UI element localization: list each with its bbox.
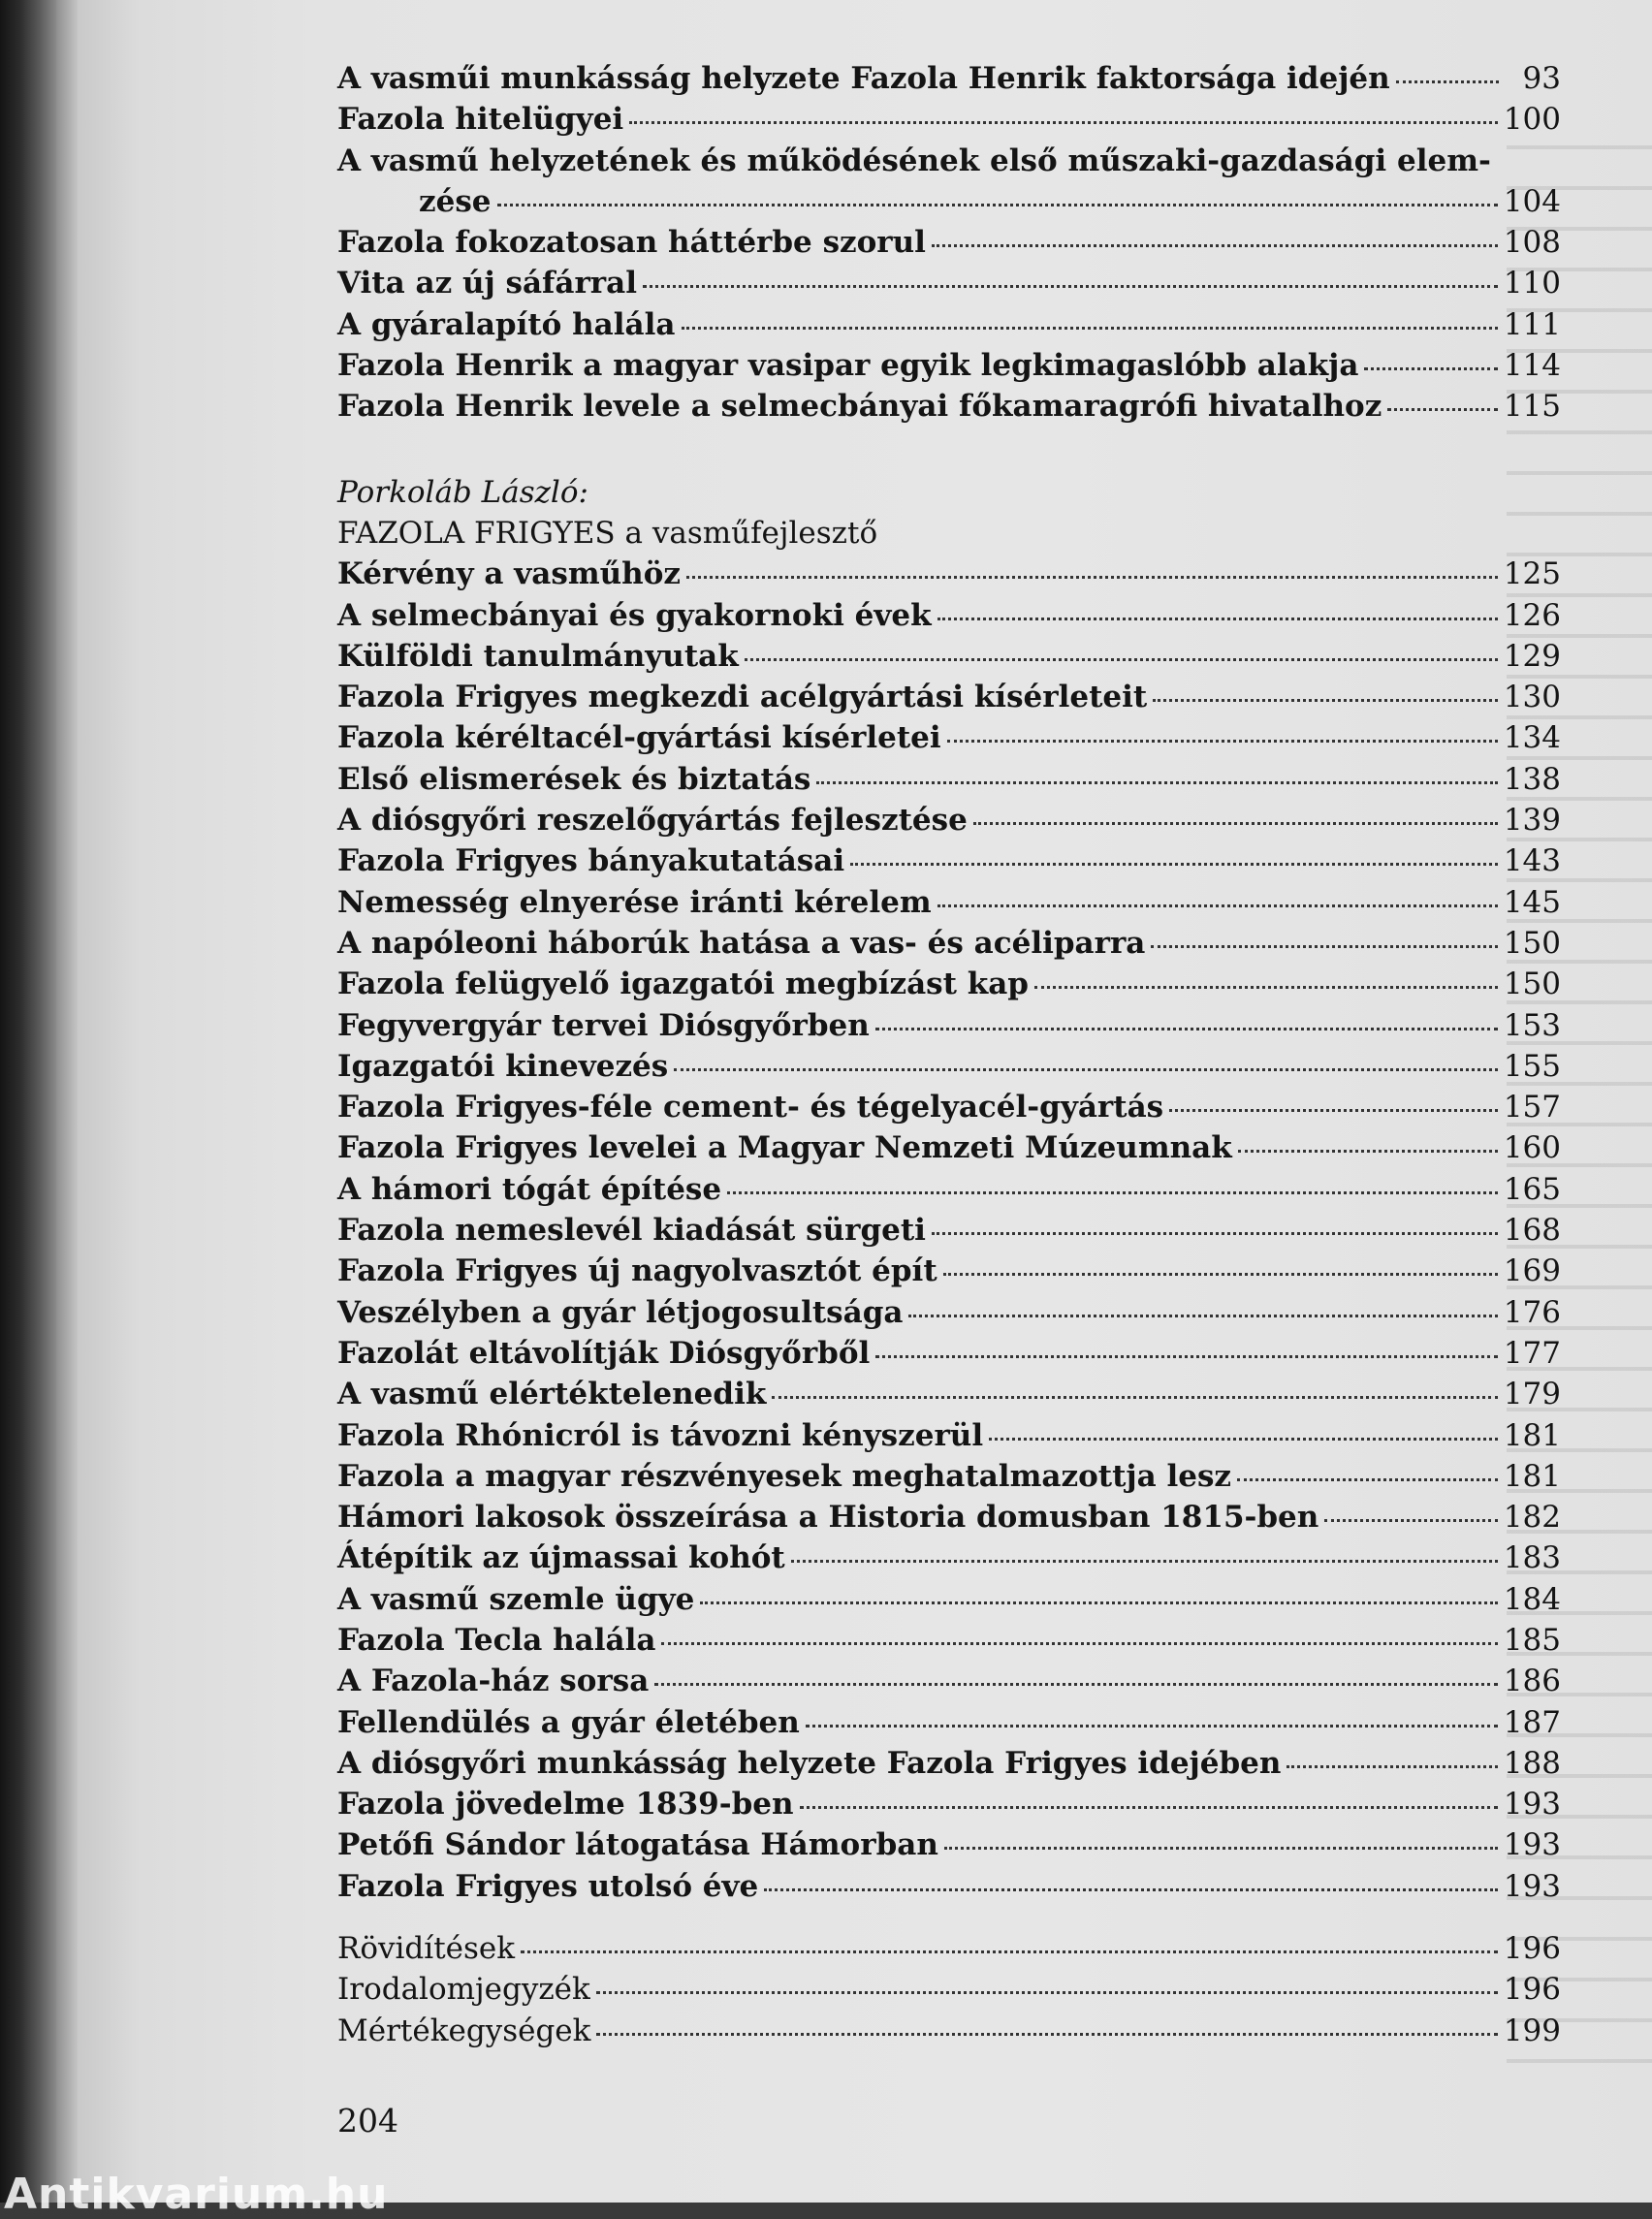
dot-leader bbox=[700, 1601, 1497, 1604]
toc-entry-title: A vasműi munkásság helyzete Fazola Henrik faktorsága idején bbox=[337, 61, 1390, 96]
dot-leader bbox=[816, 781, 1497, 784]
toc-entry-page: 150 bbox=[1503, 967, 1561, 1002]
toc-entry bbox=[337, 1620, 1561, 1661]
toc-entry bbox=[337, 1251, 1561, 1291]
toc-entry-page: 126 bbox=[1503, 597, 1561, 633]
toc-entry-page: 188 bbox=[1503, 1745, 1561, 1781]
dot-leader bbox=[727, 1191, 1498, 1194]
toc-entry-title: Fazola hitelügyei bbox=[337, 102, 624, 138]
dot-leader bbox=[973, 822, 1498, 825]
toc-entry-title: zése bbox=[419, 183, 492, 219]
dot-leader bbox=[686, 576, 1498, 579]
toc-entry bbox=[337, 263, 1561, 303]
toc-entry-page: 179 bbox=[1503, 1377, 1561, 1412]
author-name: Porkoláb László: bbox=[337, 474, 588, 510]
toc-entry bbox=[337, 923, 1561, 964]
toc-entry-title: Irodalomjegyzék bbox=[337, 1972, 590, 2008]
toc-entry-title: Kérvény a vasműhöz bbox=[337, 556, 681, 592]
toc-entry-page: 182 bbox=[1503, 1500, 1561, 1536]
dot-leader bbox=[1364, 367, 1497, 370]
toc-entry bbox=[337, 1969, 1561, 2010]
dot-leader bbox=[661, 1642, 1497, 1645]
dot-leader bbox=[745, 658, 1498, 661]
dot-leader bbox=[674, 1068, 1498, 1071]
toc-entry-page: 145 bbox=[1503, 884, 1561, 920]
dot-leader bbox=[1387, 408, 1498, 411]
page-number: 204 bbox=[337, 2102, 398, 2140]
toc-entry bbox=[337, 1866, 1561, 1907]
toc-entry-page: 193 bbox=[1503, 1868, 1561, 1904]
dot-leader bbox=[1324, 1519, 1498, 1522]
toc-entry-page: 115 bbox=[1503, 389, 1561, 425]
dot-leader bbox=[772, 1396, 1497, 1399]
toc-entry-title: Fazola Henrik a magyar vasipar egyik legkimagaslóbb alakja bbox=[337, 348, 1359, 384]
toc-entry-title: Fazola Rhónicról is távozni kényszerül bbox=[337, 1417, 984, 1453]
toc-section-1 bbox=[337, 58, 1561, 428]
table-of-contents bbox=[337, 58, 1561, 2051]
book-binding bbox=[0, 0, 56, 2203]
toc-entry-page: 196 bbox=[1503, 1972, 1561, 2008]
toc-entry-page: 111 bbox=[1503, 306, 1561, 342]
toc-entry-page: 125 bbox=[1503, 556, 1561, 592]
toc-entry bbox=[337, 554, 1561, 594]
toc-entry-page: 183 bbox=[1503, 1540, 1561, 1576]
toc-appendix bbox=[337, 1928, 1561, 2051]
toc-entry-title: Fazola nemeslevél kiadását sürgeti bbox=[337, 1213, 926, 1249]
dot-leader bbox=[1034, 986, 1498, 989]
toc-entry-page: 150 bbox=[1503, 925, 1561, 961]
toc-entry-title: A diósgyőri munkásság helyzete Fazola Frigyes idejében bbox=[337, 1745, 1282, 1781]
dot-leader bbox=[682, 327, 1498, 330]
toc-entry-title: Mértékegységek bbox=[337, 2013, 591, 2048]
toc-entry bbox=[337, 1292, 1561, 1333]
toc-entry-title: A Fazola-ház sorsa bbox=[337, 1664, 650, 1699]
toc-entry-page: 134 bbox=[1503, 720, 1561, 756]
toc-entry-page: 176 bbox=[1503, 1294, 1561, 1330]
toc-entry bbox=[337, 1087, 1561, 1127]
toc-entry-page: 130 bbox=[1503, 680, 1561, 715]
toc-entry-page: 153 bbox=[1503, 1007, 1561, 1043]
toc-entry-page: 185 bbox=[1503, 1622, 1561, 1658]
toc-entry-title: A diósgyőri reszelőgyártás fejlesztése bbox=[337, 803, 968, 839]
toc-entry bbox=[337, 386, 1561, 427]
toc-entry bbox=[337, 840, 1561, 881]
toc-entry-page: 108 bbox=[1503, 225, 1561, 261]
toc-entry bbox=[337, 1005, 1561, 1046]
toc-entry bbox=[337, 304, 1561, 345]
toc-entry-page: 184 bbox=[1503, 1581, 1561, 1617]
toc-entry bbox=[337, 99, 1561, 140]
toc-entry-title: Fellendülés a gyár életében bbox=[337, 1704, 800, 1740]
toc-entry-page: 160 bbox=[1503, 1130, 1561, 1166]
toc-entry bbox=[337, 1456, 1561, 1497]
dot-leader bbox=[806, 1725, 1498, 1728]
toc-entry bbox=[337, 636, 1561, 677]
toc-entry-page: 193 bbox=[1503, 1827, 1561, 1863]
toc-entry-title: A vasmű szemle ügye bbox=[337, 1581, 695, 1617]
toc-entry bbox=[337, 1784, 1561, 1824]
toc-entry-title: Igazgatói kinevezés bbox=[337, 1048, 669, 1084]
dot-leader bbox=[1238, 1150, 1498, 1153]
toc-entry bbox=[337, 181, 1561, 222]
toc-entry-page: 100 bbox=[1503, 102, 1561, 138]
dot-leader bbox=[791, 1560, 1498, 1563]
toc-entry-page: 114 bbox=[1503, 348, 1561, 384]
dot-leader bbox=[937, 618, 1498, 620]
dot-leader bbox=[1396, 80, 1499, 83]
toc-entry bbox=[337, 1661, 1561, 1701]
toc-entry-title: Fazola Frigyes utolsó éve bbox=[337, 1868, 759, 1904]
toc-entry-title: A selmecbányai és gyakornoki évek bbox=[337, 597, 932, 633]
dot-leader bbox=[850, 863, 1498, 866]
toc-entry bbox=[337, 595, 1561, 636]
section-title: FAZOLA FRIGYES a vasműfejlesztő bbox=[337, 515, 878, 551]
toc-entry-page: 93 bbox=[1522, 61, 1561, 96]
toc-section-2 bbox=[337, 554, 1561, 1907]
dot-leader bbox=[932, 244, 1498, 247]
toc-entry-page: 187 bbox=[1503, 1704, 1561, 1740]
dot-leader bbox=[654, 1683, 1498, 1686]
toc-entry-title: Fazola Henrik levele a selmecbányai főkamaragrófi hivatalhoz bbox=[337, 389, 1382, 425]
toc-entry bbox=[337, 1579, 1561, 1620]
toc-entry-page: 165 bbox=[1503, 1171, 1561, 1207]
toc-entry bbox=[337, 1537, 1561, 1578]
dot-leader bbox=[764, 1888, 1498, 1891]
toc-entry bbox=[337, 1169, 1561, 1210]
toc-entry-page: 157 bbox=[1503, 1090, 1561, 1125]
toc-entry-title: Külföldi tanulmányutak bbox=[337, 638, 739, 674]
dot-leader bbox=[800, 1806, 1498, 1809]
toc-entry-page: 177 bbox=[1503, 1335, 1561, 1371]
toc-entry-title: Első elismerések és biztatás bbox=[337, 761, 811, 797]
page-gutter bbox=[56, 0, 78, 2203]
toc-entry-page: 155 bbox=[1503, 1048, 1561, 1084]
dot-leader bbox=[521, 1950, 1498, 1953]
toc-entry-title: Fazola Frigyes bányakutatásai bbox=[337, 843, 845, 879]
toc-entry-title-line: A vasmű helyzetének és működésének első műszaki-gazdasági elem- bbox=[337, 143, 1491, 178]
watermark: Antikvarium.hu bbox=[4, 2170, 389, 2219]
toc-entry-page: 181 bbox=[1503, 1417, 1561, 1453]
toc-entry-title: Rövidítések bbox=[337, 1931, 516, 1967]
toc-entry-page: 186 bbox=[1503, 1664, 1561, 1699]
toc-entry bbox=[337, 222, 1561, 263]
toc-entry-title: Fazola fokozatosan háttérbe szorul bbox=[337, 225, 926, 261]
toc-entry-title: Fazola Frigyes levelei a Magyar Nemzeti Múzeumnak bbox=[337, 1130, 1232, 1166]
toc-entry-title: Fazola Frigyes megkezdi acélgyártási kísérleteit bbox=[337, 680, 1148, 715]
toc-entry-page: 181 bbox=[1503, 1458, 1561, 1494]
dot-leader bbox=[937, 904, 1498, 907]
toc-entry-title: Fazola a magyar részvényesek meghatalmazottja lesz bbox=[337, 1458, 1232, 1494]
toc-entry-title: Fazolát eltávolítják Diósgyőrből bbox=[337, 1335, 871, 1371]
toc-entry bbox=[337, 1127, 1561, 1168]
dot-leader bbox=[1151, 945, 1497, 948]
toc-entry-title: Hámori lakosok összeírása a Historia domusban 1815-ben bbox=[337, 1500, 1319, 1536]
dot-leader bbox=[932, 1232, 1498, 1235]
toc-entry-title: Vita az új sáfárral bbox=[337, 266, 638, 301]
dot-leader bbox=[943, 1273, 1498, 1276]
toc-entry-title: Fazola Frigyes új nagyolvasztót épít bbox=[337, 1253, 937, 1289]
toc-entry-title: A vasmű elértéktelenedik bbox=[337, 1377, 767, 1412]
toc-entry bbox=[337, 1497, 1561, 1537]
toc-entry bbox=[337, 717, 1561, 758]
toc-entry bbox=[337, 800, 1561, 840]
toc-entry-title: A napóleoni háborúk hatása a vas- és acéliparra bbox=[337, 925, 1146, 961]
toc-entry bbox=[337, 2011, 1561, 2051]
toc-entry-title: Fazola felügyelő igazgatói megbízást kap bbox=[337, 967, 1029, 1002]
toc-entry bbox=[337, 1743, 1561, 1784]
toc-entry-page: 129 bbox=[1503, 638, 1561, 674]
toc-entry-title: A gyáralapító halála bbox=[337, 306, 676, 342]
toc-entry-page: 110 bbox=[1503, 266, 1561, 301]
toc-entry bbox=[337, 1928, 1561, 1969]
dot-leader bbox=[875, 1028, 1498, 1030]
dot-leader bbox=[1153, 699, 1498, 702]
toc-entry bbox=[337, 677, 1561, 717]
toc-entry-page: 168 bbox=[1503, 1213, 1561, 1249]
dot-leader bbox=[1169, 1109, 1498, 1112]
toc-entry bbox=[337, 759, 1561, 800]
dot-leader bbox=[1287, 1765, 1497, 1768]
toc-entry-page: 169 bbox=[1503, 1253, 1561, 1289]
toc-entry bbox=[337, 964, 1561, 1004]
toc-entry-page: 199 bbox=[1503, 2013, 1561, 2048]
toc-entry-page: 196 bbox=[1503, 1931, 1561, 1967]
dot-leader bbox=[989, 1438, 1498, 1441]
dot-leader bbox=[629, 121, 1498, 124]
toc-entry-title: Petőfi Sándor látogatása Hámorban bbox=[337, 1827, 938, 1863]
toc-entry-title: A hámori tógát építése bbox=[337, 1171, 722, 1207]
toc-entry-title: Fazola kéréltacél-gyártási kísérletei bbox=[337, 720, 941, 756]
dot-leader bbox=[947, 740, 1498, 743]
toc-entry-page: 138 bbox=[1503, 761, 1561, 797]
dot-leader bbox=[875, 1355, 1498, 1358]
toc-entry-page: 143 bbox=[1503, 843, 1561, 879]
toc-entry bbox=[337, 1415, 1561, 1456]
dot-leader bbox=[944, 1847, 1498, 1850]
dot-leader bbox=[596, 2033, 1497, 2036]
toc-entry-title: Átépítik az újmassai kohót bbox=[337, 1540, 785, 1576]
toc-entry-title: Nemesség elnyerése iránti kérelem bbox=[337, 884, 932, 920]
toc-entry-title: Fazola Tecla halála bbox=[337, 1622, 656, 1658]
dot-leader bbox=[908, 1315, 1497, 1317]
toc-entry-title: Fazola jövedelme 1839-ben bbox=[337, 1787, 794, 1823]
dot-leader bbox=[1237, 1478, 1498, 1481]
toc-entry bbox=[337, 1046, 1561, 1087]
toc-entry-title: Fegyvergyár tervei Diósgyőrben bbox=[337, 1007, 870, 1043]
dot-leader bbox=[643, 285, 1498, 288]
toc-entry bbox=[337, 882, 1561, 923]
toc-entry-page: 193 bbox=[1503, 1787, 1561, 1823]
toc-entry bbox=[337, 58, 1561, 99]
toc-entry bbox=[337, 1210, 1561, 1251]
dot-leader bbox=[596, 1991, 1498, 1994]
dot-leader bbox=[497, 204, 1498, 206]
toc-entry-page: 139 bbox=[1503, 803, 1561, 839]
toc-entry-title: Fazola Frigyes-féle cement- és tégelyacél-gyártás bbox=[337, 1090, 1164, 1125]
toc-entry-title: Veszélyben a gyár létjogosultsága bbox=[337, 1294, 904, 1330]
toc-entry bbox=[337, 1824, 1561, 1865]
toc-entry bbox=[337, 1702, 1561, 1743]
toc-entry bbox=[337, 1333, 1561, 1374]
toc-entry-page: 104 bbox=[1503, 183, 1561, 219]
toc-entry bbox=[337, 1374, 1561, 1414]
toc-entry bbox=[337, 345, 1561, 386]
